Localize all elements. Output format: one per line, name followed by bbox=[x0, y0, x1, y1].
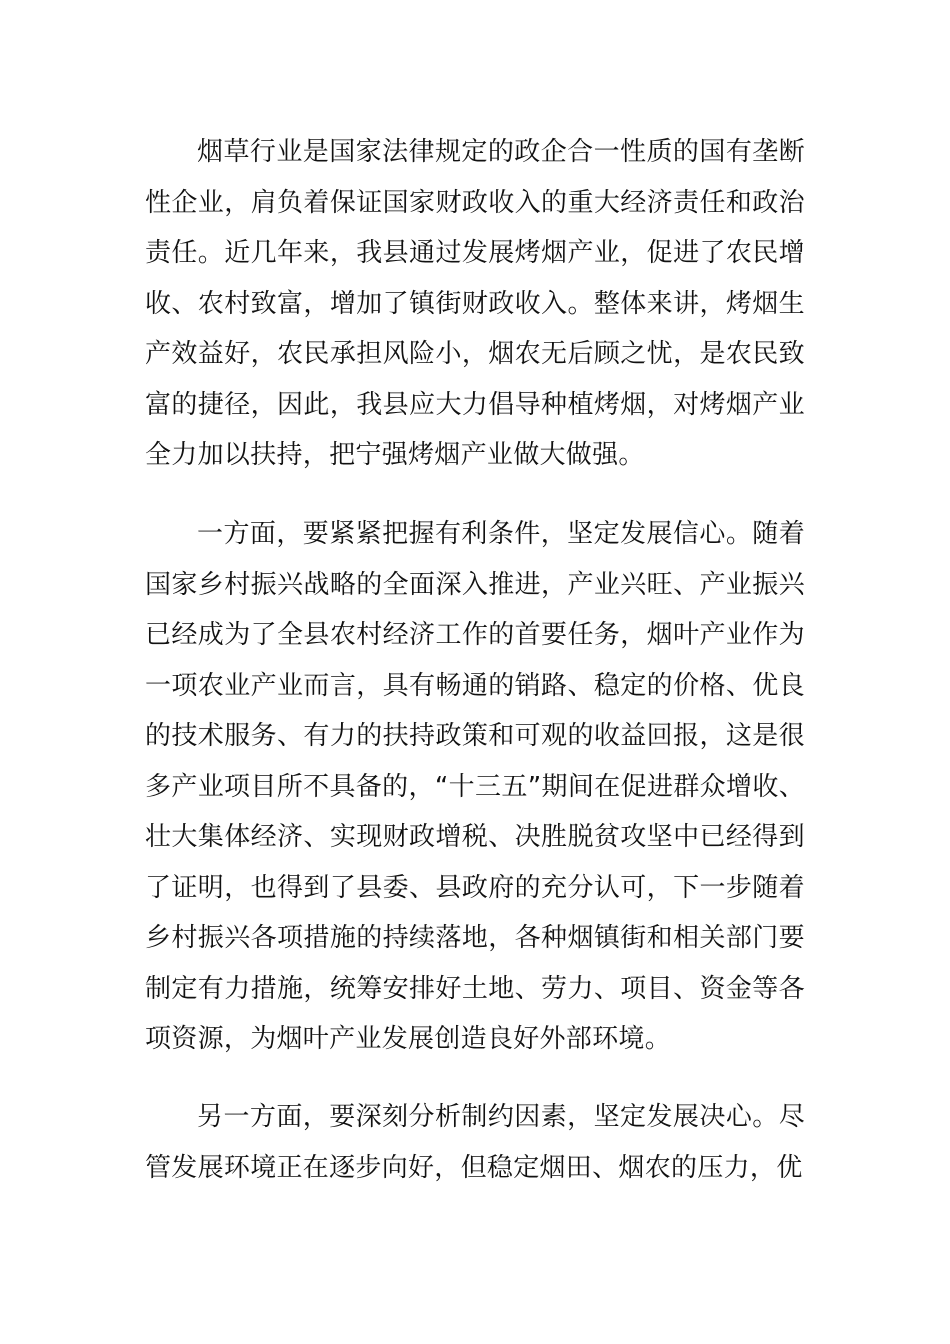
paragraph-1: 烟草行业是国家法律规定的政企合一性质的国有垄断性企业，肩负着保证国家财政收入的重大经济责任和政治责任。近几年来，我县通过发展烤烟产业，促进了农民增收、农村致富，增加了镇街财政收入。整体来讲，烤烟生产效益好，农民承担风险小，烟农无后顾之忧，是农民致富的捷径，因此，我县应大力倡导种植烤烟，对烤烟产业全力加以扶持，把宁强烤烟产业做大做强。 bbox=[145, 137, 805, 470]
paragraph-3: 另一方面，要深刻分析制约因素，坚定发展决心。尽管发展环境正在逐步向好，但稳定烟田、烟农的压力，优 bbox=[145, 1102, 805, 1183]
paragraph-2: 一方面，要紧紧把握有利条件，坚定发展信心。随着国家乡村振兴战略的全面深入推进，产业兴旺、产业振兴已经成为了全县农村经济工作的首要任务，烟叶产业作为一项农业产业而言，具有畅通的销路、稳定的价格、优良的技术服务、有力的扶持政策和可观的收益回报，这是很多产业项目所不具备的，“十三五”期间在促进群众增收、壮大集体经济、实现财政增税、决胜脱贫攻坚中已经得到了证明，也得到了县委、县政府的充分认可，下一步随着乡村振兴各项措施的持续落地，各种烟镇街和相关部门要制定有力措施，统筹安排好土地、劳力、项目、资金等各项资源，为烟叶产业发展创造良好外部环境。 bbox=[145, 519, 805, 1054]
